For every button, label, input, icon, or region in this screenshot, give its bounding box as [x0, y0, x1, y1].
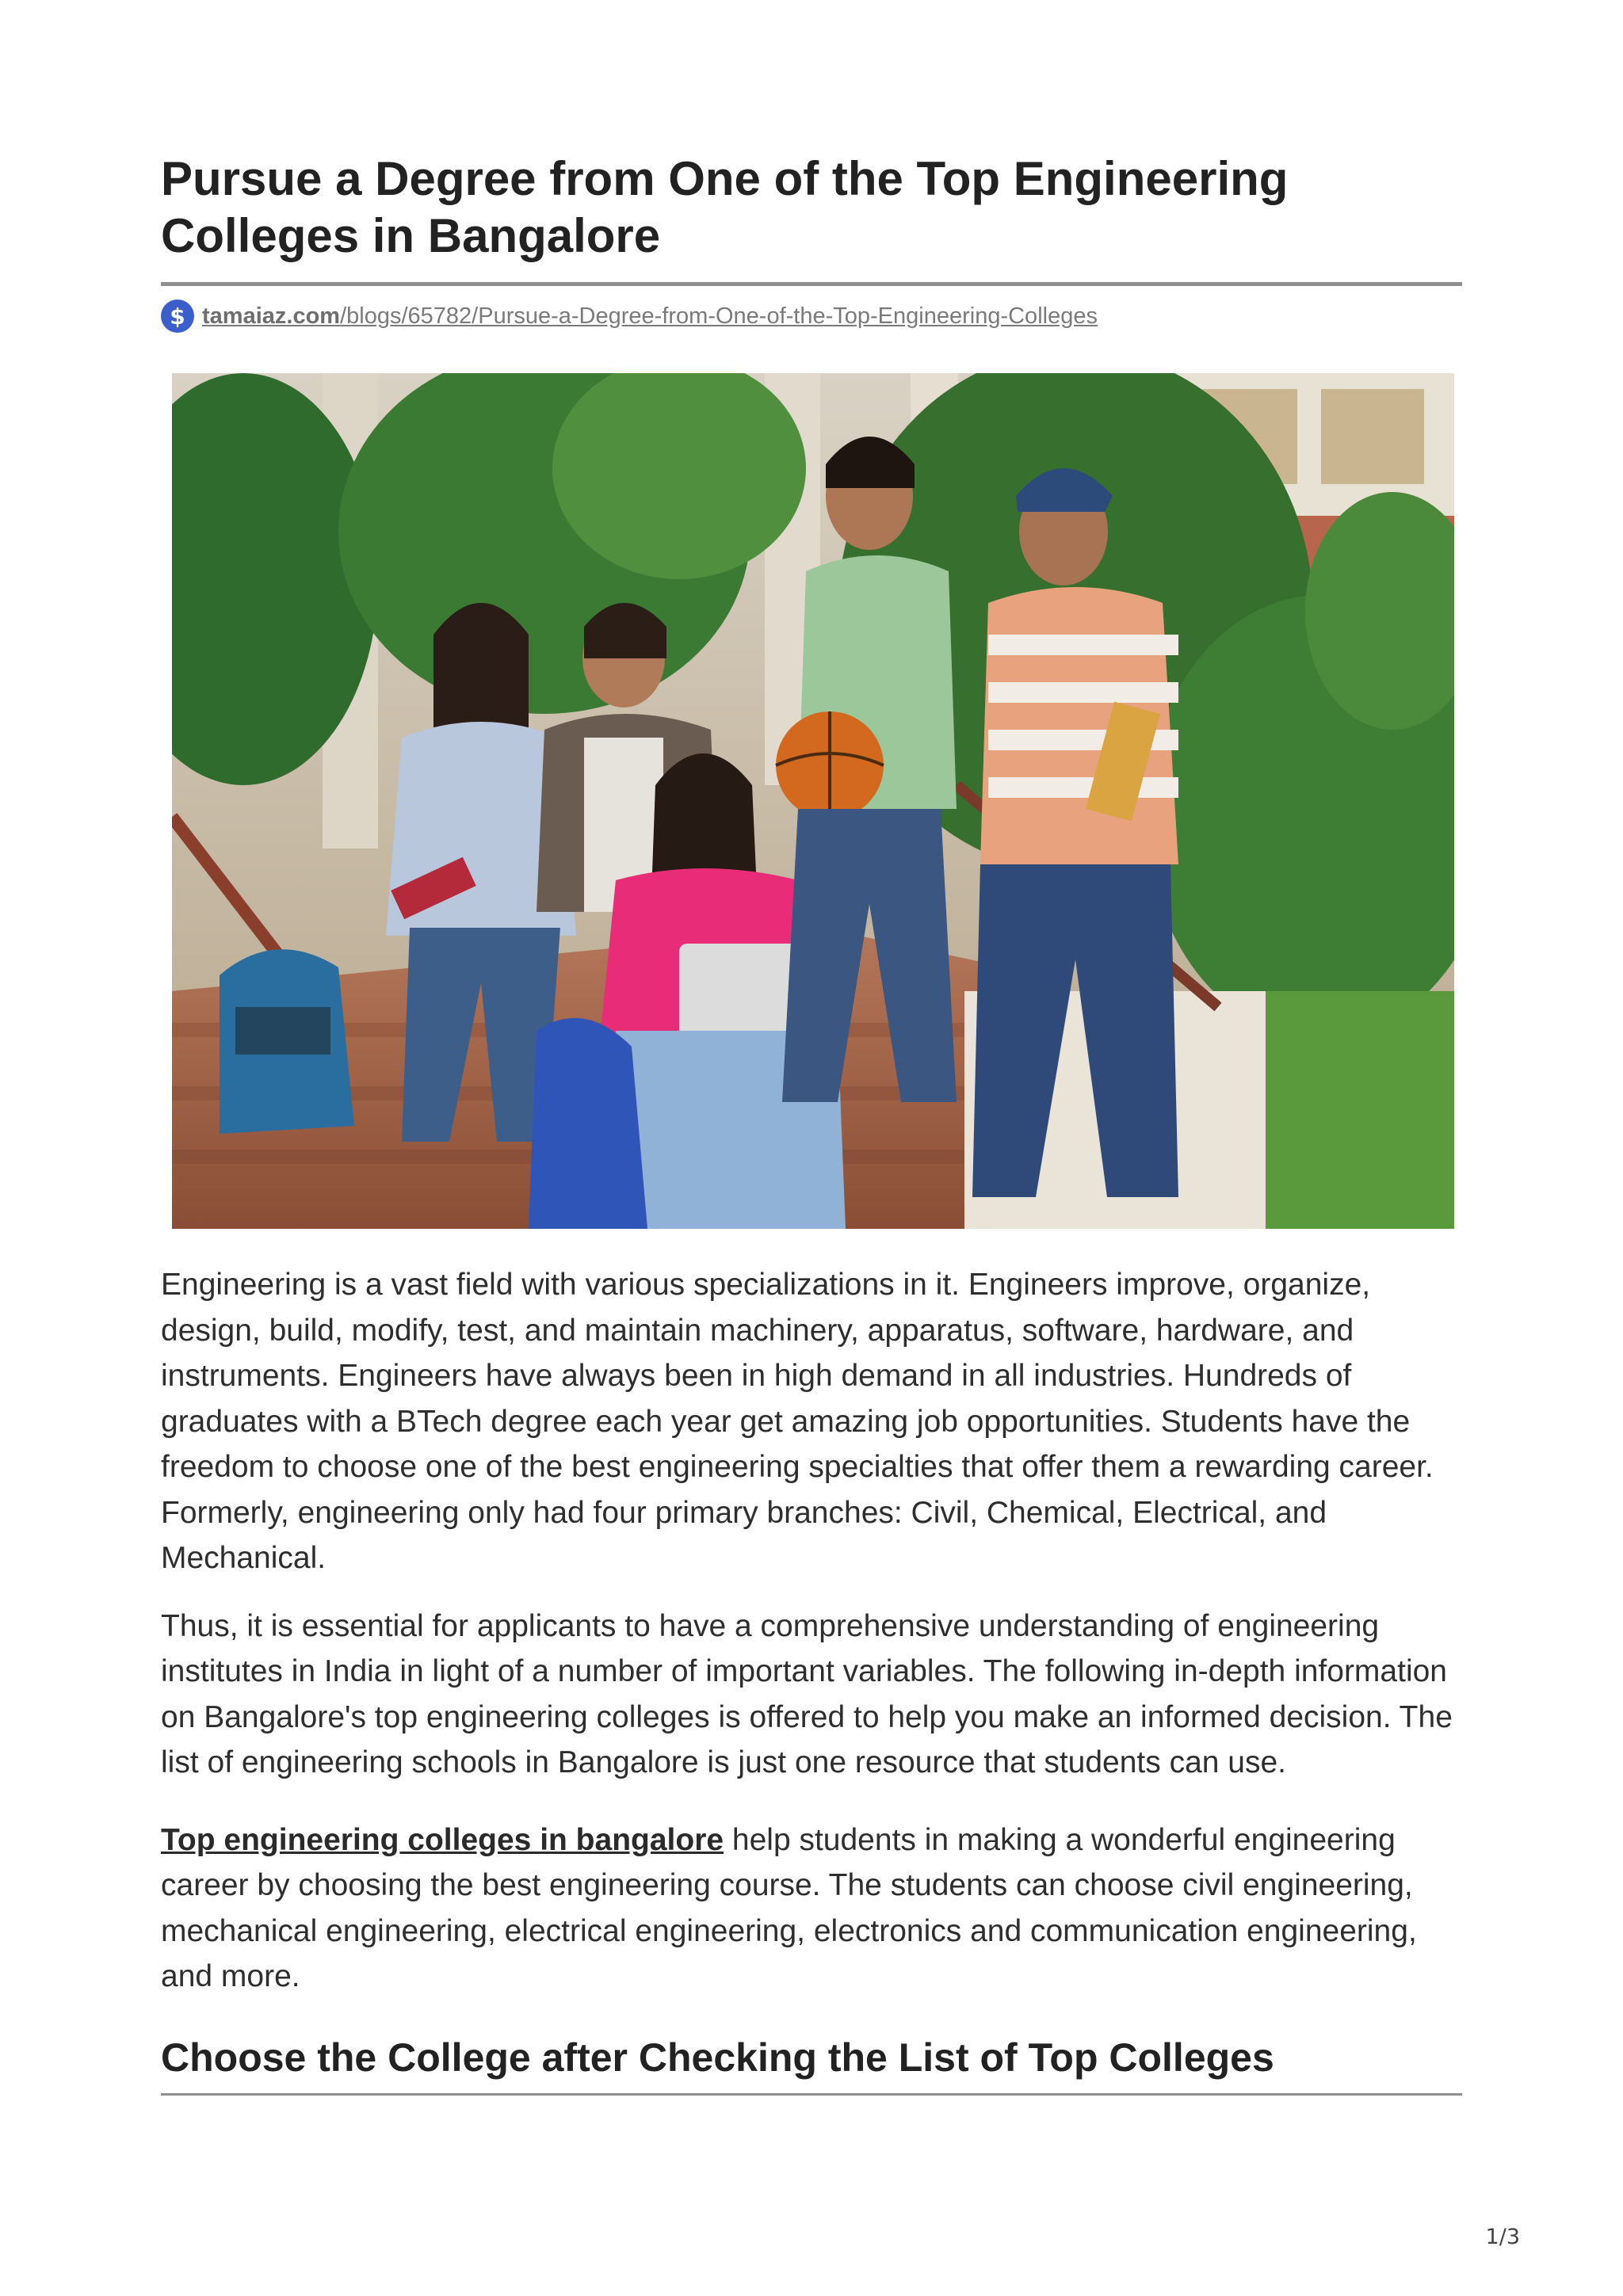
source-line	[161, 299, 1462, 334]
body-paragraph-1: Engineering is a vast field with various specializations in it. Engineers improve, organize, design, build, modify, test, and maintain machinery, apparatus, software, hardware, and instruments. Engineers have always been in high demand in all industries. Hundreds of graduates with a BTech degree each year get amazing job opportunities. Students have the freedom to choose one of the best engineering specialties that offer them a rewarding career. Formerly, engineering only had four primary branches: Civil, Chemical, Electrical, and Mechanical.	[161, 1268, 1434, 1575]
article	[161, 151, 1462, 2096]
section-heading: Choose the College after Checking the List of Top Colleges	[161, 2033, 1462, 2096]
source-link[interactable]	[202, 303, 1098, 330]
page-title: Pursue a Degree from One of the Top Engineering Colleges in Bangalore	[161, 151, 1462, 286]
body-paragraph-2: Thus, it is essential for applicants to have a comprehensive understanding of engineering institutes in India in light of a number of important variables. The following in-depth information on Bangalore's top engineering colleges is offered to help you make an informed decision. The list of engineering schools in Bangalore is just one resource that students can use.	[161, 1608, 1453, 1779]
students-group-photo	[172, 373, 1454, 1229]
body-paragraph-3	[161, 1817, 1462, 2000]
source-path: /blogs/65782/Pursue-a-Degree-from-One-of-the-Top-Engineering-Colleges	[340, 303, 1098, 329]
body-paragraph-3-text: help students in making a wonderful engineering career by choosing the best engineering course. The students can choose civil engineering, mechanical engineering, electrical engineering, electronics and communication engineering, and more.	[161, 1822, 1417, 1993]
source-domain: tamaiaz.com	[202, 303, 341, 329]
page-number: 1/3	[1485, 2225, 1520, 2249]
dollar-circle-icon: $	[161, 299, 194, 333]
top-colleges-link[interactable]: Top engineering colleges in bangalore	[161, 1822, 724, 1857]
